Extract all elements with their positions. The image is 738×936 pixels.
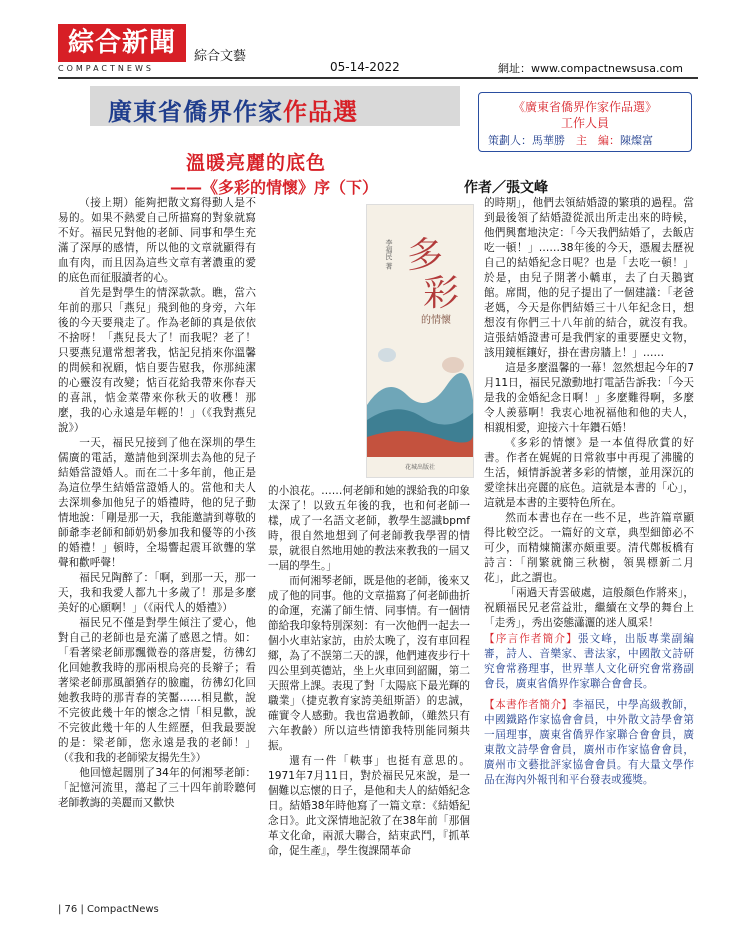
chief-label: 主 編： bbox=[576, 134, 620, 147]
website-url: 網址：www.compactnewsusa.com bbox=[498, 62, 683, 75]
paragraph: 《多彩的情懷》是一本值得欣賞的好書。作者在娓娓的日常敘事中再現了沸騰的生活，傾情訴說著多彩的情懷，並用深沉的愛塗抹出亮麗的底色。這就是本書的「心」，這就是本書的主要特色所在。 bbox=[484, 437, 694, 509]
issue-date: 05-14-2022 bbox=[330, 60, 400, 74]
paragraph: 的時期」，他們去領結婚證的繁瑣的過程。當到最後領了結婚證從派出所走出來的時候，他們興奮地決定：「今天我們結婚了，去飯店吃一頓！」……38年後的今天，憑履去歷祝自己的結婚紀念日呢？也是「去吃一頓！」於是，由兒子開著小轎車，去了白天鵝賓館。席間，他的兒子提出了一個建議：「老爸老媽，今天是你們結婚三十八年紀念日，想想沒有你們三十八年前的結合，就沒有我。這張結婚證書可是我們家的重要歷史文物，該用鏡框鑲好，掛在書房牆上！」…… bbox=[484, 197, 694, 359]
banner-title bbox=[108, 92, 358, 127]
preface-author-bio bbox=[484, 632, 694, 692]
section-name: 綜合文藝 bbox=[194, 49, 247, 64]
paragraph: 福民兄不僅是對學生傾注了愛心，他對自己的老師也是充滿了感恩之情。如：「看著梁老師那飄微卷的落唐髮，彷彿幻化回她教我時的那兩根烏亮的長辮子；看著梁老師那風韻猶存的臉龐，彷彿幻化回她教我時的那青春的笑靨……相見歡，說不完彼此幾十年的懷念之情「相見歡，說不完彼此幾十年的人生經歷，但我最要說的是：梁老師，您永遠是我的老師！」（《我和我的老師梁友揚先生》） bbox=[58, 617, 256, 764]
paragraph: 首先是對學生的情深款款。瞧，當六年前的那只「燕兒」飛到他的身旁，六年後的今天要飛走了。作為老師的真是依依不捨呀！「燕兒長大了！而我呢？老了！只要燕兒還常想著我，惦記兒捎來你溫馨的問候和祝願，惦自要告慰我，你那純潔的心靈沒有改變；惦百花給我帶來你春天的喜訊，惦金菜帶來你秋天的收穫！那麼，我的心永遠是年輕的！」（《我對燕兒說》） bbox=[58, 287, 256, 434]
paragraph: 「兩過天青雲破處，這般顏色作將來」，祝願福民兄老當益壯，繼續在文學的舞台上「走秀」，秀出姿態瀟灑的迷人風采！ bbox=[484, 587, 694, 629]
page-footer: | 76 | CompactNews bbox=[58, 904, 159, 915]
book-cover-image bbox=[366, 204, 474, 478]
paragraph: 然而本書也存在一些不足，些許篇章顯得比較空泛。一篇好的文章，典型細節必不可少，而精煉簡潔亦頗重要。清代鄭板橋有詩言：「削繁就簡三秋樹，領異標新二月花」，此之謂也。 bbox=[484, 512, 694, 584]
cover-publisher: 花城出版社 bbox=[404, 464, 436, 471]
article-column-3 bbox=[484, 196, 694, 629]
editor-box-title: 《廣東省僑界作家作品選》 bbox=[512, 100, 657, 114]
article-column-1 bbox=[58, 196, 256, 908]
planner-label: 策劃人： bbox=[488, 134, 532, 147]
article-author: 作者／張文峰 bbox=[464, 180, 548, 196]
bio-tag: 【本書作者簡介】 bbox=[484, 699, 573, 711]
bio-text: 李福民，中學高級教師，中國鐵路作家協會會員，中外散文詩學會第一屆理事，廣東省僑界作家聯合會會員，廣東散文詩學會會員，廣州市作家協會會員，廣州市文藝批評家協會會員。有大量文學作品在海內外報刊和平台發表或獲獎。 bbox=[484, 699, 694, 786]
masthead-logo: 綜合新聞 bbox=[58, 24, 186, 62]
cover-author: 李福民 著 bbox=[385, 239, 393, 270]
paragraph: 而何湘琴老師，既是他的老師，後來又成了他的同事。他的文章描寫了何老師曲折的命運，充滿了師生情、同事情。有一個情節給我印象特別深刻：有一次他們一起去一個小火車站家訪，由於太晚了，沒有車回程鄉，為了不誤第二天的課，他們連夜步行十四公里到英德站，坐上火車回到韶關，第二天照常上課。表現了對「太陽底下最光輝的職業」（捷克教育家誇美紐斯語）的忠誠，確實令人感動。我也當過教師，（雖然只有六年教齡）所以這些情節我特別能同頻共振。 bbox=[268, 575, 470, 752]
cover-title-char-1: 多 bbox=[407, 235, 444, 276]
cover-title-small: 的情懷 bbox=[421, 315, 451, 326]
paragraph: 的小浪花。……何老師和她的課給我的印象太深了！以致五年後的我，也和何老師一樣，成了一名語文老師，教學生認識bpmf時，很自然地想到了何老師教我學習的情景，就很自然地用她的教法來教我的一屆又一屆的學生。」 bbox=[268, 485, 470, 572]
paragraph: （接上期）能夠把散文寫得動人是不易的。如果不熱愛自己所描寫的對象就寫不好。福民兄對他的老師、同事和學生充滿了深厚的感情，所以他的文章就顯得有血有肉，而且因為這些文章有著濃重的愛的底色而征服讀者的心。 bbox=[58, 197, 256, 284]
article-column-2 bbox=[268, 484, 470, 908]
paragraph: 還有一件「軼事」也挺有意思的。1971年7月11日，對於福民兄來說，是一個難以忘懷的日子，是他和夫人的結婚紀念日。結婚38年時他寫了一篇文章：《結婚紀念日》。此文深情地記敘了在38年前「那個革文化命，兩派大聯合，結束武鬥，『抓革命，促生產』，學生復課鬧革命 bbox=[268, 755, 470, 857]
banner-title-blue: 廣東省僑界作家 bbox=[108, 98, 283, 126]
author-bios bbox=[484, 632, 694, 882]
editor-box-subtitle: 工作人員 bbox=[560, 116, 609, 130]
paragraph: 一天，福民兄接到了他在深圳的學生儒廣的電話，邀請他到深圳去為他的兒子結婚當證婚人。而在二十多年前，他正是為這位學生結婚當證婚人的。當他和夫人去深圳參加他兒子的婚禮時，他的兒子動情地說：「剛是那一天，我能邀請到尊敬的師爺李老師和師奶奶參加我和優等的小孩的婚禮！」頓時，全場響起震耳欲聾的掌聲和歡呼聲！ bbox=[58, 437, 256, 569]
header-divider bbox=[58, 77, 698, 79]
book-cover-illustration bbox=[367, 205, 473, 477]
bio-tag: 【序言作者簡介】 bbox=[484, 633, 578, 645]
banner-title-red: 作品選 bbox=[283, 98, 358, 126]
chief-name: 陳燦富 bbox=[620, 134, 653, 147]
planner-name: 馬華勝 bbox=[532, 134, 565, 147]
masthead-subtitle: COMPACTNEWS bbox=[58, 64, 154, 73]
book-author-bio bbox=[484, 698, 694, 788]
article-subtitle: ——《多彩的情懷》序（下） bbox=[170, 178, 379, 197]
article-title: 溫暖亮麗的底色 bbox=[186, 152, 327, 174]
bio-text: 張文峰，出版專業副編審，詩人、音樂家、書法家，中國散文詩研究會常務理事，世界華人文化研究會常務副會長，廣東省僑界作家聯合會會長。 bbox=[484, 633, 695, 690]
paragraph: 這是多麼溫馨的一幕！忽然想起今年的7月11日，福民兄激動地打電話告訴我：「今天是我的金婚紀念日啊！」多麼難得啊，多麼令人羨慕啊！我衷心地祝福他和他的夫人，相親相愛，迎接六十年鑽石婚！ bbox=[484, 362, 694, 434]
paragraph: 他回憶起闊別了34年的何湘琴老師：「記憶河流里，蕩起了三十四年前聆聽何老師教誨的美麗而又歡快 bbox=[58, 767, 256, 809]
editor-credits bbox=[488, 132, 688, 148]
cover-title-char-2: 彩 bbox=[423, 273, 460, 314]
paragraph: 福民兄陶醉了：「啊，到那一天，那一天，我和我愛人都九十多歲了！那是多麼美好的心願啊！」（《兩代人的婚禮》） bbox=[58, 572, 256, 614]
